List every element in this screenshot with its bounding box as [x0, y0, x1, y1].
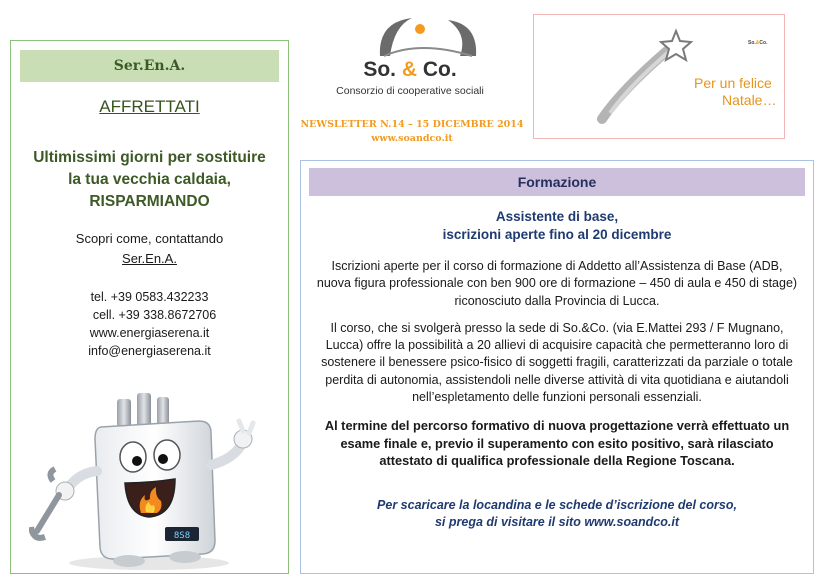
logo-name-part1: So.: [363, 58, 396, 81]
newsletter-info: [292, 118, 532, 146]
contact-intro-line: Scopri come, contattando: [75, 231, 224, 246]
greeting-line-1: Per un felice: [694, 75, 772, 91]
download-note: [301, 497, 813, 531]
course-exam-info: Al termine del percorso formativo di nuova progettazione verrà effettuato un esame finale e, previo il superamento con esito positivo, sarà rilasciato attestato di qualifica professionale della Regione Toscana.: [324, 418, 790, 468]
christmas-mini-logo: So.&Co.: [748, 40, 768, 46]
logo-ampersand: &: [401, 58, 417, 81]
promo-line-1: Ultimissimi giorni per sostituire: [33, 149, 266, 166]
logo-wordmark: [355, 58, 465, 82]
course-title-line-1: Assistente di base,: [495, 209, 619, 224]
serena-header: Ser.En.A.: [20, 50, 279, 82]
christmas-card: [533, 14, 785, 139]
course-title: [301, 208, 813, 244]
download-note-line-2[interactable]: si prega di visitare il sito www.soandco.it: [434, 515, 680, 530]
promo-line-3: RISPARMIANDO: [89, 193, 210, 210]
shooting-star-icon: [594, 27, 694, 127]
contact-tel: tel. +39 0583.432233: [90, 290, 209, 304]
boiler-display-digits: 8S8: [173, 531, 191, 541]
download-note-line-1: Per scaricare la locandina e le schede d’iscrizione del corso,: [377, 498, 737, 513]
contact-intro: [11, 229, 288, 269]
contact-email[interactable]: info@energiaserena.it: [88, 344, 211, 358]
newsletter-website[interactable]: www.soandco.it: [371, 133, 453, 144]
logo-name-part2: Co.: [422, 58, 457, 81]
logo-subtitle: Consorzio di cooperative sociali: [336, 85, 484, 97]
formazione-box: [300, 160, 814, 574]
affrettati-headline: AFFRETTATI: [99, 97, 200, 116]
boiler-mascot-illustration: [29, 391, 273, 571]
formazione-header: Formazione: [309, 168, 805, 196]
course-description-2: Il corso, che si svolgerà presso la sede di So.&Co. (via E.Mattei 293 / F Mugnano, Lucca) offre la possibilità a 20 allievi di acquisire capacità che permetteranno loro di sostenere il benessere psico-fisico di soggetti fragili, caratterizzati da parziale o totale perdita di autonomia, assistendoli nelle diverse attività di vita quotidiana e aiutandoli nell’espletamento delle funzioni personali essenziali.: [321, 320, 793, 405]
contact-list: [11, 288, 288, 360]
serena-promo-box: [10, 40, 289, 574]
serena-link[interactable]: Ser.En.A.: [122, 251, 177, 266]
greeting-line-2: Natale…: [722, 92, 777, 108]
course-title-line-2: iscrizioni aperte fino al 20 dicembre: [442, 227, 672, 242]
contact-website[interactable]: www.energiaserena.it: [89, 326, 210, 340]
christmas-greeting: [694, 75, 780, 109]
newsletter-issue: NEWSLETTER N.14 – 15 DICEMBRE 2014: [300, 119, 524, 130]
contact-cell: cell. +39 338.8672706: [92, 308, 217, 322]
promo-line-2: la tua vecchia caldaia,: [68, 171, 231, 188]
promo-text: [11, 147, 288, 213]
course-description-1: Iscrizioni aperte per il corso di formazione di Addetto all’Assistenza di Base (ADB, nuova figura professionale con ben 900 ore di formazione – 450 di aula e 450 di stage) riconosciuto dalla Provincia di Lucca.: [316, 259, 798, 308]
